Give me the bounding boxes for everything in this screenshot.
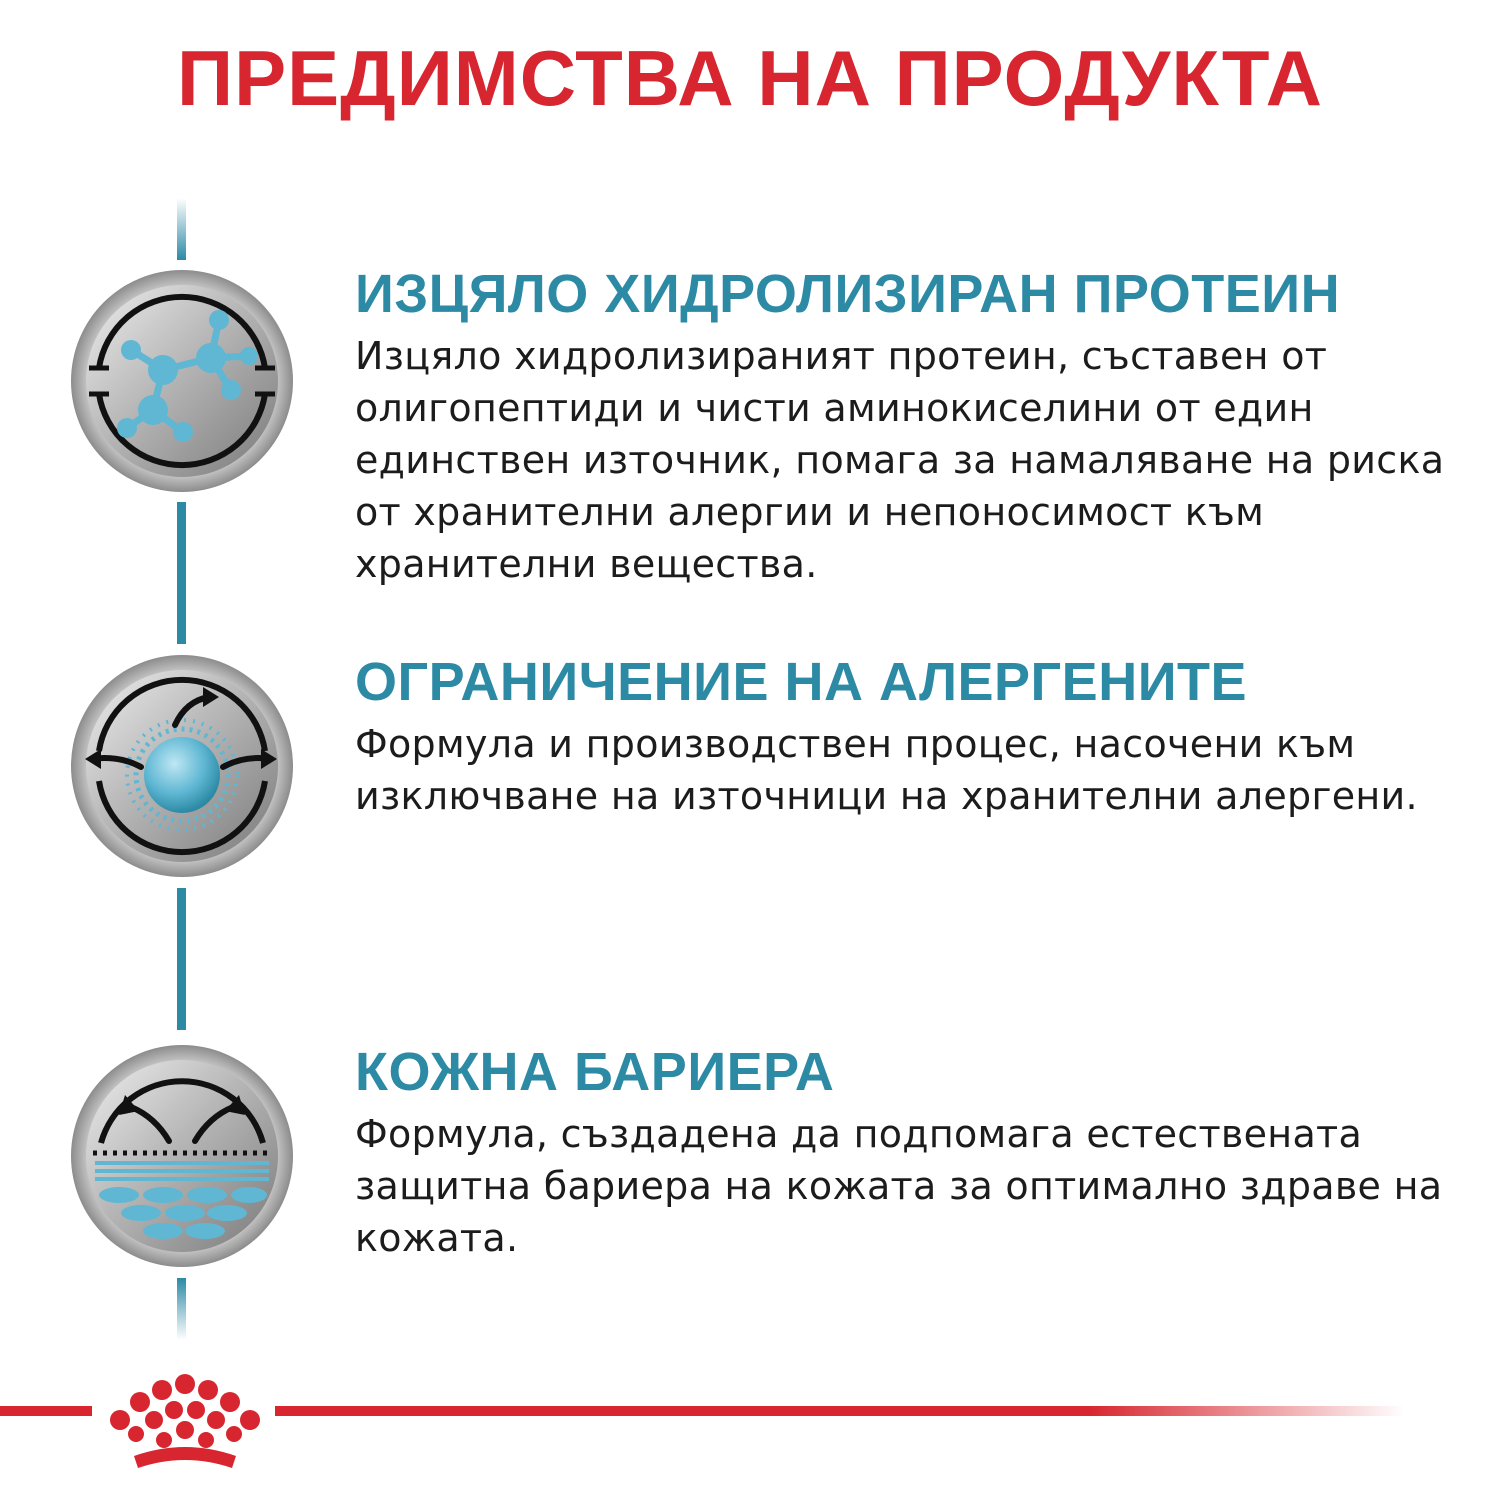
- benefit-description: Формула, създадена да подпомага естествената защитна бариера на кожата за оптимално здраве на кожата.: [355, 1112, 1443, 1260]
- timeline-line-bottom: [177, 1278, 186, 1340]
- allergen-shield-icon: [71, 655, 293, 877]
- benefit-heading: ИЗЦЯЛО ХИДРОЛИЗИРАН ПРОТЕИН: [355, 264, 1341, 324]
- benefit-description: Формула и производствен процес, насочени към изключване на източници на хранителни алергени.: [355, 722, 1418, 818]
- timeline-line-segment-1: [177, 502, 186, 644]
- footer-line-right: [275, 1406, 1405, 1416]
- page-title: ПРЕДИМСТВА НА ПРОДУКТА: [177, 34, 1323, 122]
- skin-barrier-icon: [71, 1045, 293, 1267]
- molecule-icon: [71, 270, 293, 492]
- benefit-heading: ОГРАНИЧЕНИЕ НА АЛЕРГЕНИТЕ: [355, 652, 1248, 712]
- crown-logo: [104, 1368, 266, 1480]
- timeline-line-top: [177, 198, 186, 260]
- benefit-allergens: [355, 650, 1475, 822]
- footer-line-left: [0, 1406, 92, 1416]
- benefit-protein: [355, 262, 1475, 590]
- benefit-skin-barrier: [355, 1040, 1475, 1264]
- benefit-heading: КОЖНА БАРИЕРА: [355, 1042, 835, 1102]
- benefit-description: Изцяло хидролизираният протеин, съставен от олигопептиди и чисти аминокиселини от един единствен източник, помага за намаляване на риска от хранителни алергии и непоносимост към хранителни вещества.: [355, 334, 1445, 586]
- timeline-line-segment-2: [177, 888, 186, 1030]
